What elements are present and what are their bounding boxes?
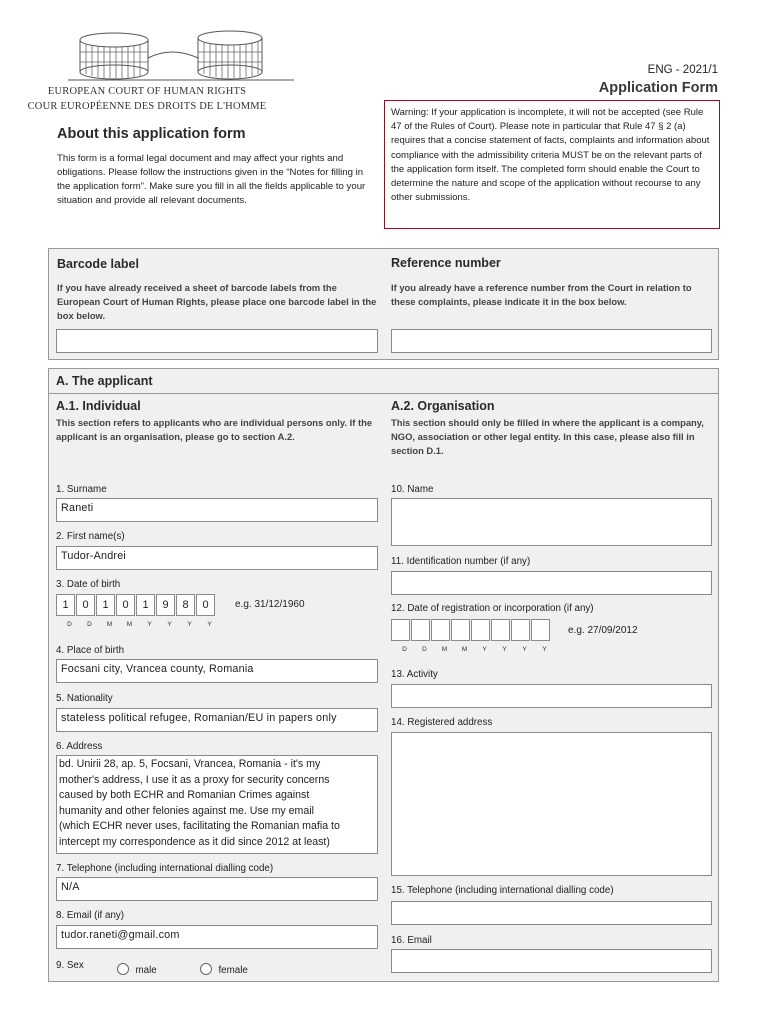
address-input[interactable] [56,755,378,854]
reference-input[interactable] [391,329,712,353]
court-logo [62,28,302,112]
org-name-label: 10. Name [391,484,434,495]
sex-label: 9. Sex [56,960,84,971]
email-input[interactable]: tudor.raneti@gmail.com [56,925,378,949]
dob-input[interactable] [56,594,226,630]
org-phone-input[interactable] [391,901,712,925]
about-title: About this application form [57,126,246,142]
reg-letter: M [461,646,468,653]
dob-digit[interactable]: 1 [96,594,115,616]
sex-female-label: female [218,965,248,976]
dob-digit[interactable]: 1 [56,594,75,616]
dob-letter: Y [187,621,192,628]
org-activity-input[interactable] [391,684,712,708]
form-title: Application Form [598,80,718,96]
first-name-input[interactable]: Tudor-Andrei [56,546,378,570]
reg-letter: Y [542,646,547,653]
phone-label: 7. Telephone (including international dialling code) [56,863,274,874]
reg-date-example: e.g. 27/09/2012 [568,625,638,636]
nationality-input[interactable]: stateless political refugee, Romanian/EU in papers only [56,708,378,732]
org-phone-label: 15. Telephone (including international dialling code) [391,885,614,896]
reg-letter: D [422,646,427,653]
dob-digit[interactable]: 8 [176,594,195,616]
reg-letter: M [441,646,448,653]
individual-note: This section refers to applicants who are individual persons only. If the applicant is an organisation, please go to section A.2. [56,417,373,442]
sex-female-option[interactable] [200,960,248,978]
org-name-input[interactable] [391,498,712,546]
about-text: This form is a formal legal document and may affect your rights and obligations. Please follow the instructions given in the “Notes for filling in the application form”. Make sure you fill in all the fields applicable to your situation and provide all relevant documents. [57,153,366,207]
org-address-label: 14. Registered address [391,717,493,728]
surname-label: 1. Surname [56,484,107,495]
barcode-note: If you have already received a sheet of barcode labels from the European Court of Human Rights, please place one barcode label in the box below. [57,282,377,321]
address-line: mother's address, I use it as a proxy for security concerns [59,773,330,786]
organisation-note: This section should only be filled in where the applicant is a company, NGO, association or other legal entity. In this case, please also fill in section D.1. [391,417,704,456]
org-email-label: 16. Email [391,935,432,946]
warning-box: Warning: If your application is incomplete, it will not be accepted (see Rule 47 of the Rules of Court). Please note in particular that Rule 47 § 2 (a) requires that a concise statement of facts, complaints and information about compliance with the admissibility criteria MUST be on the relevant parts of the application form itself. The completed form should enable the Court to determine the nature and scope of the application without recourse to any other submissions. [384,100,720,229]
dob-letter: Y [207,621,212,628]
reg-letter: Y [522,646,527,653]
court-name-fr: COUR EUROPÉENNE DES DROITS DE L'HOMME [27,101,267,112]
reg-digit[interactable] [391,619,410,641]
reg-letter: Y [482,646,487,653]
reg-digit[interactable] [451,619,470,641]
dob-digit[interactable]: 9 [156,594,175,616]
address-line: humanity and other felonies against me. Use my email [59,804,314,817]
reg-digit[interactable] [511,619,530,641]
address-line: caused by both ECHR and Romanian Crimes against [59,789,310,802]
address-line: bd. Unirii 28, ap. 5, Focsani, Vrancea, Romania - it's my [59,758,321,770]
org-id-label: 11. Identification number (if any) [391,556,531,567]
radio-icon[interactable] [200,963,212,975]
dob-example: e.g. 31/12/1960 [235,599,305,610]
org-id-input[interactable] [391,571,712,595]
org-reg-date-input[interactable] [391,619,561,655]
org-activity-label: 13. Activity [391,669,438,680]
dob-digit[interactable]: 0 [196,594,215,616]
dob-letter: Y [147,621,152,628]
barcode-input[interactable] [56,329,378,353]
dob-digit[interactable]: 1 [136,594,155,616]
reg-digit[interactable] [411,619,430,641]
reg-digit[interactable] [531,619,550,641]
reference-title: Reference number [391,256,501,270]
radio-icon[interactable] [117,963,129,975]
org-reg-date-label: 12. Date of registration or incorporation (if any) [391,603,594,614]
court-name-en: EUROPEAN COURT OF HUMAN RIGHTS [47,86,247,97]
dob-label: 3. Date of birth [56,579,121,590]
org-email-input[interactable] [391,949,712,973]
barcode-title: Barcode label [57,257,139,271]
phone-input[interactable]: N/A [56,877,378,901]
dob-digit[interactable]: 0 [76,594,95,616]
reg-letter: D [402,646,407,653]
address-label: 6. Address [56,741,103,752]
sex-male-label: male [135,965,157,976]
dob-digit[interactable]: 0 [116,594,135,616]
individual-title: A.1. Individual [56,399,141,413]
reg-digit[interactable] [491,619,510,641]
reg-digit[interactable] [471,619,490,641]
applicant-title: A. The applicant [56,374,153,388]
dob-letter: D [87,621,92,628]
reference-note: If you already have a reference number from the Court in relation to these complaints, please indicate it in the box below. [391,282,692,307]
first-name-label: 2. First name(s) [56,531,125,542]
pob-input[interactable]: Focsani city, Vrancea county, Romania [56,659,378,683]
reg-letter: Y [502,646,507,653]
address-line: (which ECHR never uses, facilitating the Romanian mafia to [59,820,340,833]
dob-letter: Y [167,621,172,628]
reg-digit[interactable] [431,619,450,641]
pob-label: 4. Place of birth [56,645,125,656]
dob-letter: M [106,621,113,628]
nationality-label: 5. Nationality [56,693,113,704]
surname-input[interactable]: Raneti [56,498,378,522]
sex-male-option[interactable] [117,960,157,978]
org-address-input[interactable] [391,732,712,876]
form-code: ENG - 2021/1 [647,64,718,76]
email-label: 8. Email (if any) [56,910,125,921]
dob-letter: M [126,621,133,628]
dob-letter: D [67,621,72,628]
organisation-title: A.2. Organisation [391,399,495,413]
address-line: intercept my correspondence as it did since 2012 at least) [59,835,330,848]
